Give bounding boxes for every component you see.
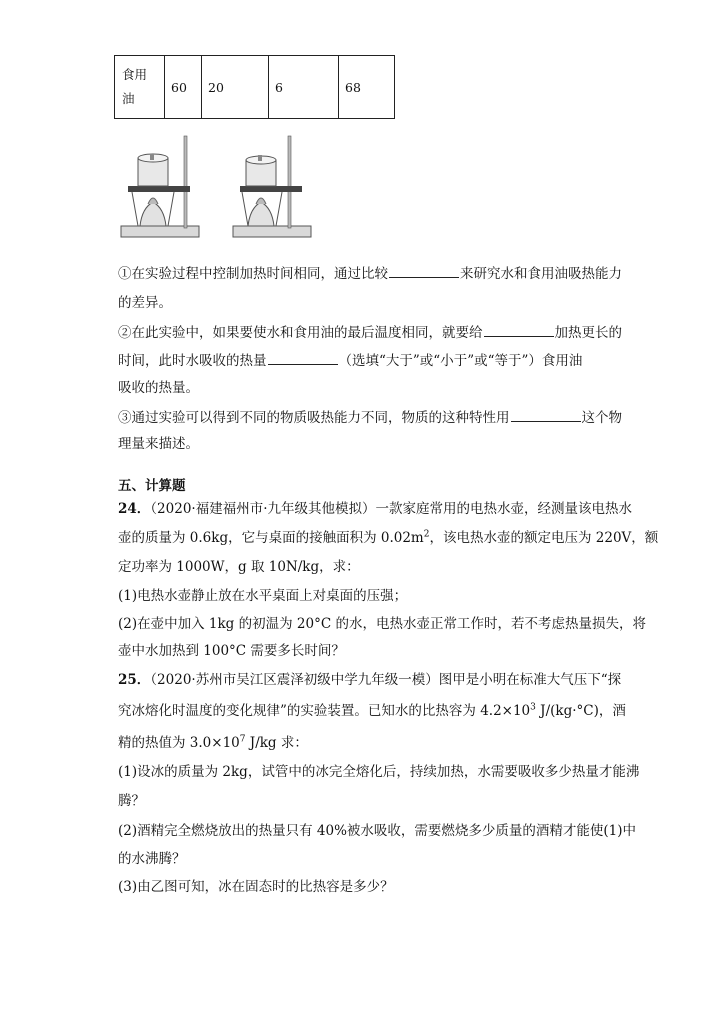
text: 这个物	[581, 410, 622, 426]
table-cell: 68	[339, 56, 395, 119]
q25-line3	[118, 731, 308, 751]
answer-blank[interactable]	[511, 408, 581, 422]
q24-sub2-line1: (2)在壶中加入 1kg 的初温为 20°C 的水，电热水壶正常工作时，若不考虑热量损失，将	[118, 616, 646, 632]
q23-part2-line2	[118, 349, 582, 369]
q25-line1	[118, 668, 621, 688]
text: （2020·苏州市吴江区震泽初级中学九年级一模）图甲是小明在标准大气压下“探	[150, 672, 622, 688]
text: ②在此实验中，如果要使水和食用油的最后温度相同，就要给	[118, 325, 483, 341]
q24-sub1: (1)电热水壶静止放在水平桌面上对桌面的压强；	[118, 588, 408, 604]
q24-line1	[118, 497, 632, 517]
superscript: 2	[423, 529, 430, 540]
question-number: 24．	[118, 501, 151, 517]
text: ，该电热水壶的额定电压为 220V，额	[429, 530, 659, 546]
text: ①在实验过程中控制加热时间相同，通过比较	[118, 266, 388, 282]
heating-apparatus-illustration	[230, 130, 315, 242]
text: （选填“大于”或“小于”或“等于”）食用油	[338, 353, 583, 369]
text: 精的热值为 3.0×10	[118, 735, 240, 751]
table-cell: 60	[165, 56, 202, 119]
table-cell: 20	[202, 56, 269, 119]
q24-line3: 定功率为 1000W，g 取 10N/kg，求：	[118, 559, 360, 575]
answer-blank[interactable]	[268, 351, 338, 365]
heating-apparatus-illustration	[118, 130, 203, 242]
q23-part2-line3: 吸收的热量。	[118, 380, 199, 396]
text: 究冰熔化时温度的变化规律”的实验装置。已知水的比热容为 4.2×10	[118, 703, 531, 719]
table-row	[115, 56, 395, 119]
q25-sub1-line2: 腾？	[118, 793, 145, 809]
q25-sub1-line1: (1)设冰的质量为 2kg，试管中的冰完全熔化后，持续加热，水需要吸收多少热量才能沸	[118, 764, 640, 780]
answer-blank[interactable]	[484, 323, 554, 337]
text: J/kg 求：	[245, 735, 308, 751]
section-heading: 五、计算题	[118, 478, 186, 494]
text: （2020·福建福州市·九年级其他模拟）一款家庭常用的电热水壶，经测量该电热水	[150, 501, 632, 517]
answer-blank[interactable]	[389, 264, 459, 278]
data-table	[114, 55, 395, 119]
q23-part2-line1	[118, 321, 622, 341]
q25-sub2-line2: 的水沸腾？	[118, 851, 186, 867]
text: ③通过实验可以得到不同的物质吸热能力不同，物质的这种特性用	[118, 410, 510, 426]
superscript: 7	[239, 734, 246, 745]
text: J/(kg·°C)，酒	[535, 703, 626, 719]
q23-part1-line2: 的差异。	[118, 295, 172, 311]
q24-line2	[118, 526, 658, 546]
q23-part3-line1	[118, 406, 622, 426]
text: 时间，此时水吸收的热量	[118, 353, 267, 369]
text: 来研究水和食用油吸热能力	[460, 266, 622, 282]
q24-sub2-line2: 壶中水加热到 100°C 需要多长时间？	[118, 643, 345, 659]
q25-sub3: (3)由乙图可知，冰在固态时的比热容是多少？	[118, 879, 394, 895]
text: 壶的质量为 0.6kg，它与桌面的接触面积为 0.02m	[118, 530, 424, 546]
table-cell: 6	[269, 56, 339, 119]
q23-part3-line2: 理量来描述。	[118, 436, 199, 452]
text: 加热更长的	[554, 325, 622, 341]
superscript: 3	[530, 702, 536, 713]
table-cell-substance: 食用油	[115, 56, 165, 119]
q23-part1-line1	[118, 262, 622, 282]
q25-sub2-line1: (2)酒精完全燃烧放出的热量只有 40%被水吸收，需要燃烧多少质量的酒精才能使(1)中	[118, 823, 637, 839]
q25-line2	[118, 699, 626, 719]
question-number: 25．	[118, 672, 151, 688]
